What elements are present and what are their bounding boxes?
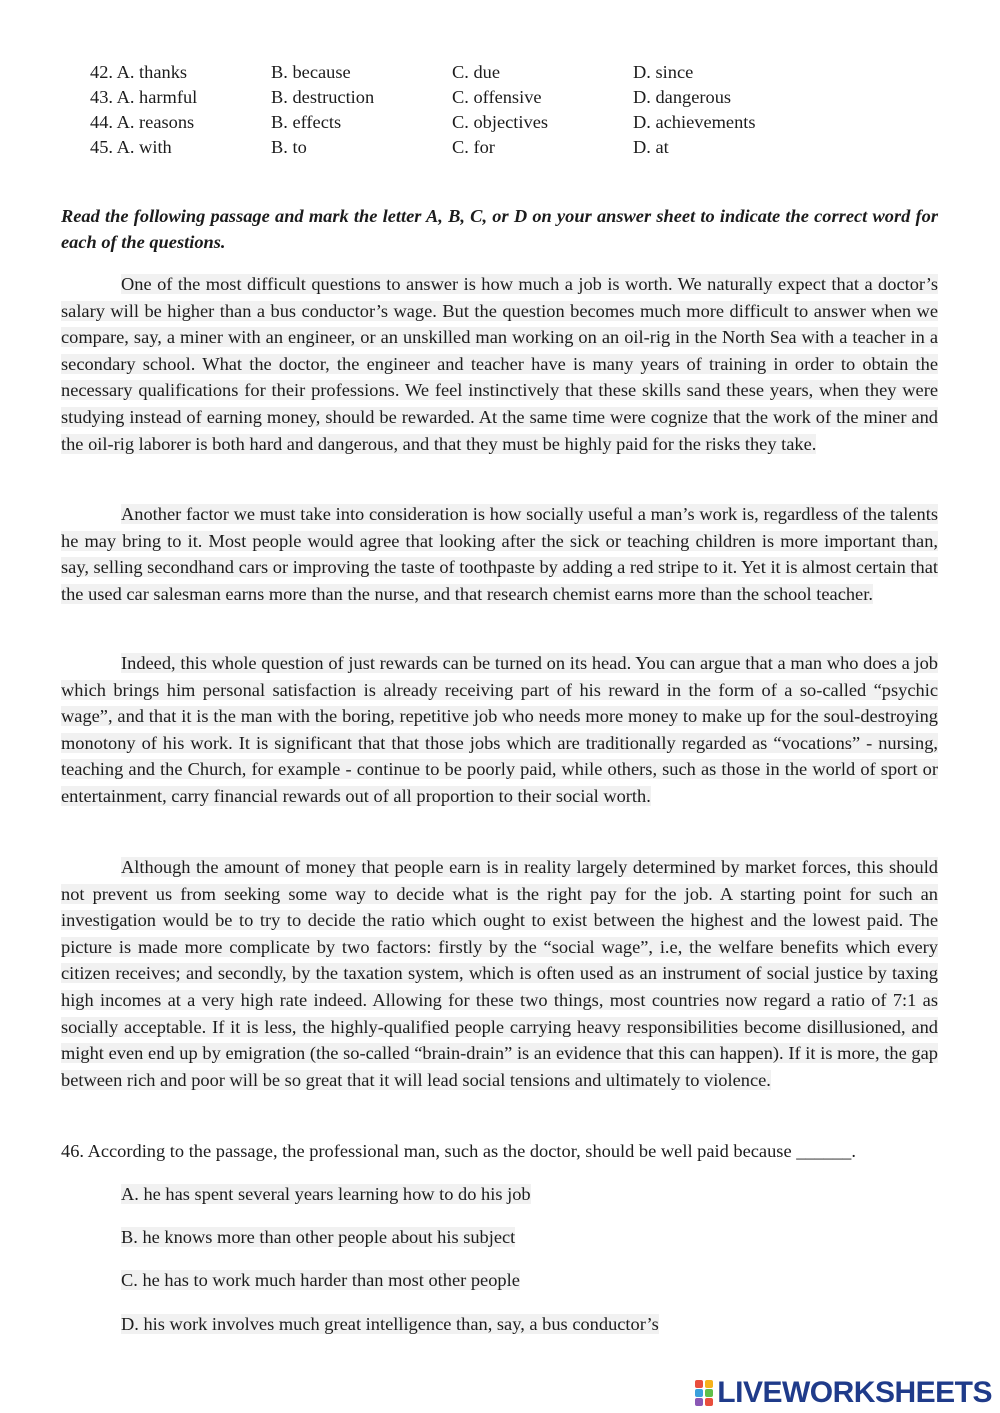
option-44-b: B. effects — [271, 112, 342, 132]
options-row-43 — [90, 85, 814, 110]
options-row-44 — [90, 110, 814, 135]
answer-d-text: D. his work involves much great intelligence than, say, a bus conductor’s — [121, 1314, 659, 1334]
passage-paragraph-3 — [61, 650, 938, 810]
option-43-a: 43. A. harmful — [90, 87, 198, 107]
option-45-d: D. at — [633, 137, 669, 157]
paragraph-1-text: One of the most difficult questions to answer is how much a job is worth. We naturally expect that a doctor’s salary will be higher than a bus conductor’s wage. But the question becomes much more difficult to answer when we compare, say, a miner with an engineer, or an unskilled man working on an oil-rig in the North Sea with a teacher in a secondary school. What the doctor, the engineer and teacher have is many years of training in order to obtain the necessary qualifications for their professions. We feel instinctively that these skills sand these years, when they were studying instead of earning money, should be rewarded. At the same time were cognize that the work of the miner and the oil-rig laborer is both hard and dangerous, and that they must be highly paid for the risks they take. — [61, 274, 938, 454]
option-44-d: D. achievements — [633, 112, 756, 132]
options-row-45 — [90, 135, 814, 160]
answer-choice-c[interactable] — [121, 1267, 520, 1293]
question-46: 46. According to the passage, the professional man, such as the doctor, should be well paid because ______. — [61, 1141, 856, 1161]
answer-choice-a[interactable] — [121, 1181, 531, 1207]
passage-paragraph-2 — [61, 501, 938, 607]
liveworksheets-logo-text: LIVEWORKSHEETS — [717, 1376, 992, 1409]
answer-a-text: A. he has spent several years learning how to do his job — [121, 1184, 531, 1204]
passage-paragraph-1 — [61, 271, 938, 457]
option-42-d: D. since — [633, 62, 694, 82]
option-43-c: C. offensive — [452, 87, 542, 107]
option-43-d: D. dangerous — [633, 87, 732, 107]
option-44-a: 44. A. reasons — [90, 112, 195, 132]
option-45-b: B. to — [271, 137, 307, 157]
paragraph-4-text: Although the amount of money that people earn is in reality largely determined by market forces, this should not prevent us from seeking some way to decide what is the right pay for the job. A starting point for such an investigation would be to try to decide the ratio which ought to exist between the highest and the lowest paid. The picture is made more complicate by two factors: firstly by the “social wage”, i.e, the welfare benefits which every citizen receives; and secondly, by the taxation system, which is often used as an instrument of social justice by taxing high incomes at a very high rate indeed. Allowing for these two things, most countries now regard a ratio of 7:1 as socially acceptable. If it is less, the highly-qualified people carrying heavy responsibilities become disillusioned, and might even end up by emigration (the so-called “brain-drain” is an evidence that this can happen). If it is more, the gap between rich and poor will be so great that it will lead social tensions and ultimately to violence. — [61, 857, 938, 1090]
paragraph-2-text: Another factor we must take into consideration is how socially useful a man’s work is, regardless of the talents he may bring to it. Most people would agree that looking after the sick or teaching children is more important than, say, selling secondhand cars or improving the taste of toothpaste by adding a red stripe to it. Yet it is almost certain that the used car salesman earns more than the nurse, and that research chemist earns more than the school teacher. — [61, 504, 938, 604]
answer-c-text: C. he has to work much harder than most other people — [121, 1270, 520, 1290]
option-42-b: B. because — [271, 62, 351, 82]
paragraph-3-text: Indeed, this whole question of just rewards can be turned on its head. You can argue that a man who does a job which brings him personal satisfaction is already receiving part of his reward in the form of a so-called “psychic wage”, and that it is the man with the boring, repetitive job who needs more money to make up for the soul-destroying monotony of his work. It is significant that that those jobs which are traditionally regarded as “vocations” - nursing, teaching and the Church, for example - continue to be poorly paid, while others, such as those in the world of sport or entertainment, carry financial rewards out of all proportion to their social worth. — [61, 653, 938, 806]
liveworksheets-logo — [695, 1375, 992, 1411]
passage-paragraph-4 — [61, 854, 938, 1093]
option-42-a: 42. A. thanks — [90, 62, 188, 82]
option-44-c: C. objectives — [452, 112, 549, 132]
answer-choice-d[interactable] — [121, 1311, 659, 1337]
reading-instruction: Read the following passage and mark the letter A, B, C, or D on your answer sheet to indicate the correct word for each of the questions. — [61, 206, 938, 252]
option-45-c: C. for — [452, 137, 495, 157]
answer-options-table — [90, 60, 814, 160]
options-row-42 — [90, 60, 814, 85]
answer-choice-b[interactable] — [121, 1224, 515, 1250]
option-45-a: 45. A. with — [90, 137, 172, 157]
answer-b-text: B. he knows more than other people about his subject — [121, 1227, 516, 1247]
liveworksheets-logo-icon — [695, 1379, 715, 1407]
option-42-c: C. due — [452, 62, 501, 82]
option-43-b: B. destruction — [271, 87, 375, 107]
